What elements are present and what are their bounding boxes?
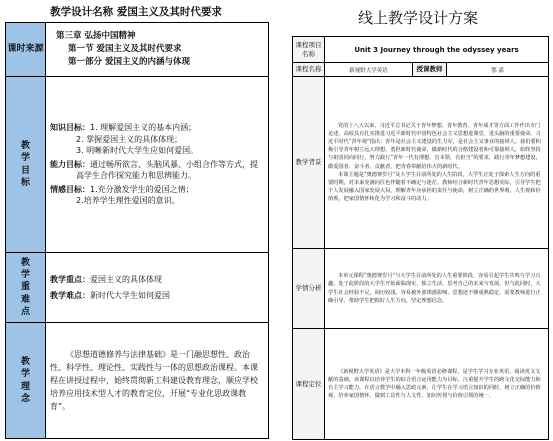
left-title: 教学设计名称 爱国主义及其时代要求 xyxy=(50,6,222,18)
goals-content: 知识目标：1. 理解爱国主义的基本内涵； 2. 掌握爱国主义的具体体现； 3. 明晰新时代大学生应如何爱国。 能力目标：通过畅所欲言、头脑风暴、小组合作等方式，提高学生合作探究能力和思辨能力。 情感目标：1.充分激发学生的爱国之情； 2.培养学生理性爱国的意识。 xyxy=(46,77,269,253)
lesson-plan-table xyxy=(5,22,269,439)
concept-content xyxy=(46,323,269,439)
right-title: 线上教学设计方案 xyxy=(357,9,478,27)
label-analysis: 学情分析 xyxy=(293,249,325,329)
concept-text: 《思想道德修养与法律基础》是一门融思想性、政治性、科学性、理论性、实践性与一体的思想政治课程。本课程在讲授过程中，始终贯彻新工科建设教育理念，顺应学校培养应用技术型人才的教育定位，开展“专业化思政课教育”。 xyxy=(50,349,258,412)
row-source xyxy=(6,23,269,77)
label-key-points: 教学重难点 xyxy=(6,253,46,323)
row-analysis xyxy=(293,249,549,329)
difficulty-value: 新时代大学生如何爱国 xyxy=(90,290,170,300)
knowledge-label: 知识目标： xyxy=(50,122,90,132)
row-goals xyxy=(6,77,269,253)
ability-text: 通过畅所欲言、头脑风暴、小组合作等方式，提高学生合作探究能力和思辨能力。 xyxy=(76,159,258,181)
online-plan-table xyxy=(292,36,549,440)
analysis-text: 本单元课程“奥德赛岁月”与大学生目前所处的人生重要阶段，容易引起学生共鸣与学习兴趣。处于此阶段的大学生开始面临现实、独立生活、思考自己的未来与发展，但与此同时，大学生社会经验不足，阅历较浅，容易被外部诱惑影响，思想还不够成熟稳定，需要教师进行正确引导，帮助学生把握好人生方向，坚定理想信念。 xyxy=(328,273,541,304)
label-teacher: 授课教师 xyxy=(413,63,447,77)
project-value: Unit 3 Journey through the odyssey years xyxy=(325,37,549,63)
background-paragraph-1: 党的十八大以来，习近平总书记关于青年梦想、青年教育、青年成才等方面工作作出专门论述，高校具有扎实推进习近平新时代中国特色社会主义思想进课堂、进头脑的重要使命。习近平时代“青年观”指出：青年是社会主义建设的生力军，是社会主义事业的接班人。我们要积极引导青年树立远大理想，勇担新时代使命，做新时代的合格建设者和可靠接班人，始终坚持与祖国同向同行，努力践行“青年一代有理想，有本领，有担当”的要求，践行青年梦想建设，做爱国者、奋斗者、贡献者，把青春奉献给伟大的新时代。 xyxy=(328,123,541,170)
difficulty-label: 教学难点： xyxy=(50,290,90,300)
row-concept xyxy=(6,323,269,439)
background-content xyxy=(325,77,549,249)
key-content xyxy=(46,253,269,323)
label-goals: 教学目标 xyxy=(6,77,46,253)
label-project: 课程项目名称 xyxy=(293,37,325,63)
analysis-content xyxy=(325,249,549,329)
course-value: 新视野大学英语 xyxy=(325,63,413,77)
section-text: 第一节 爱国主义及其时代要求 xyxy=(68,44,182,55)
emotion-label: 情感目标： xyxy=(50,184,90,194)
label-background: 教学背景 xyxy=(293,77,325,249)
positioning-content xyxy=(325,329,549,440)
key-value: 爱国主义的具体体现 xyxy=(90,274,162,284)
label-positioning: 课程定位 xyxy=(293,329,325,440)
chapter-text: 第三章 弘扬中国精神 xyxy=(56,31,136,42)
row-background xyxy=(293,77,549,249)
row-key-points xyxy=(6,253,269,323)
ability-label: 能力目标： xyxy=(50,159,90,169)
row-project xyxy=(293,37,549,63)
label-course: 课程名称 xyxy=(293,63,325,77)
positioning-text: 《新视野大学英语》是大学本科一年级英语必修课程，是学生学习专业英语、阅读英文文献的基础。该课程以培养学生的综合语言运用能力为目标，注重提升学生的跨文化交际能力和自主学习能力。在语言教学中融入思政元素，让学生在学习语言知识的同时，树立正确的价值观，培养家国情怀，做到工具性与人文性、知识传授与价值引领的统一。 xyxy=(328,368,541,400)
source-content xyxy=(46,23,269,77)
row-course xyxy=(293,63,549,77)
row-positioning xyxy=(293,329,549,440)
label-concept: 教学理念 xyxy=(6,323,46,439)
background-paragraph-2: 本课主题是“奥德赛岁月”及大学生目前所处的人生阶段，大学生正处于探索人生方向的重要时期，对未来充满向往也伴随着不确定与迷茫。教师结合新时代青年思想实际，引导学生把个人发展融入国家发展大局，理解青年应承担的责任与使命，树立正确的世界观、人生观和价值观，把家国情怀转化为学习和奋斗的动力。 xyxy=(328,171,541,202)
part-text: 第一部分 爱国主义的内涵与体现 xyxy=(68,56,190,67)
right-panel xyxy=(283,0,553,441)
label-source: 课时来源 xyxy=(6,23,46,77)
teacher-value: 鄂 嘉 xyxy=(447,63,549,77)
key-label: 教学重点： xyxy=(50,274,90,284)
left-panel xyxy=(0,0,272,441)
